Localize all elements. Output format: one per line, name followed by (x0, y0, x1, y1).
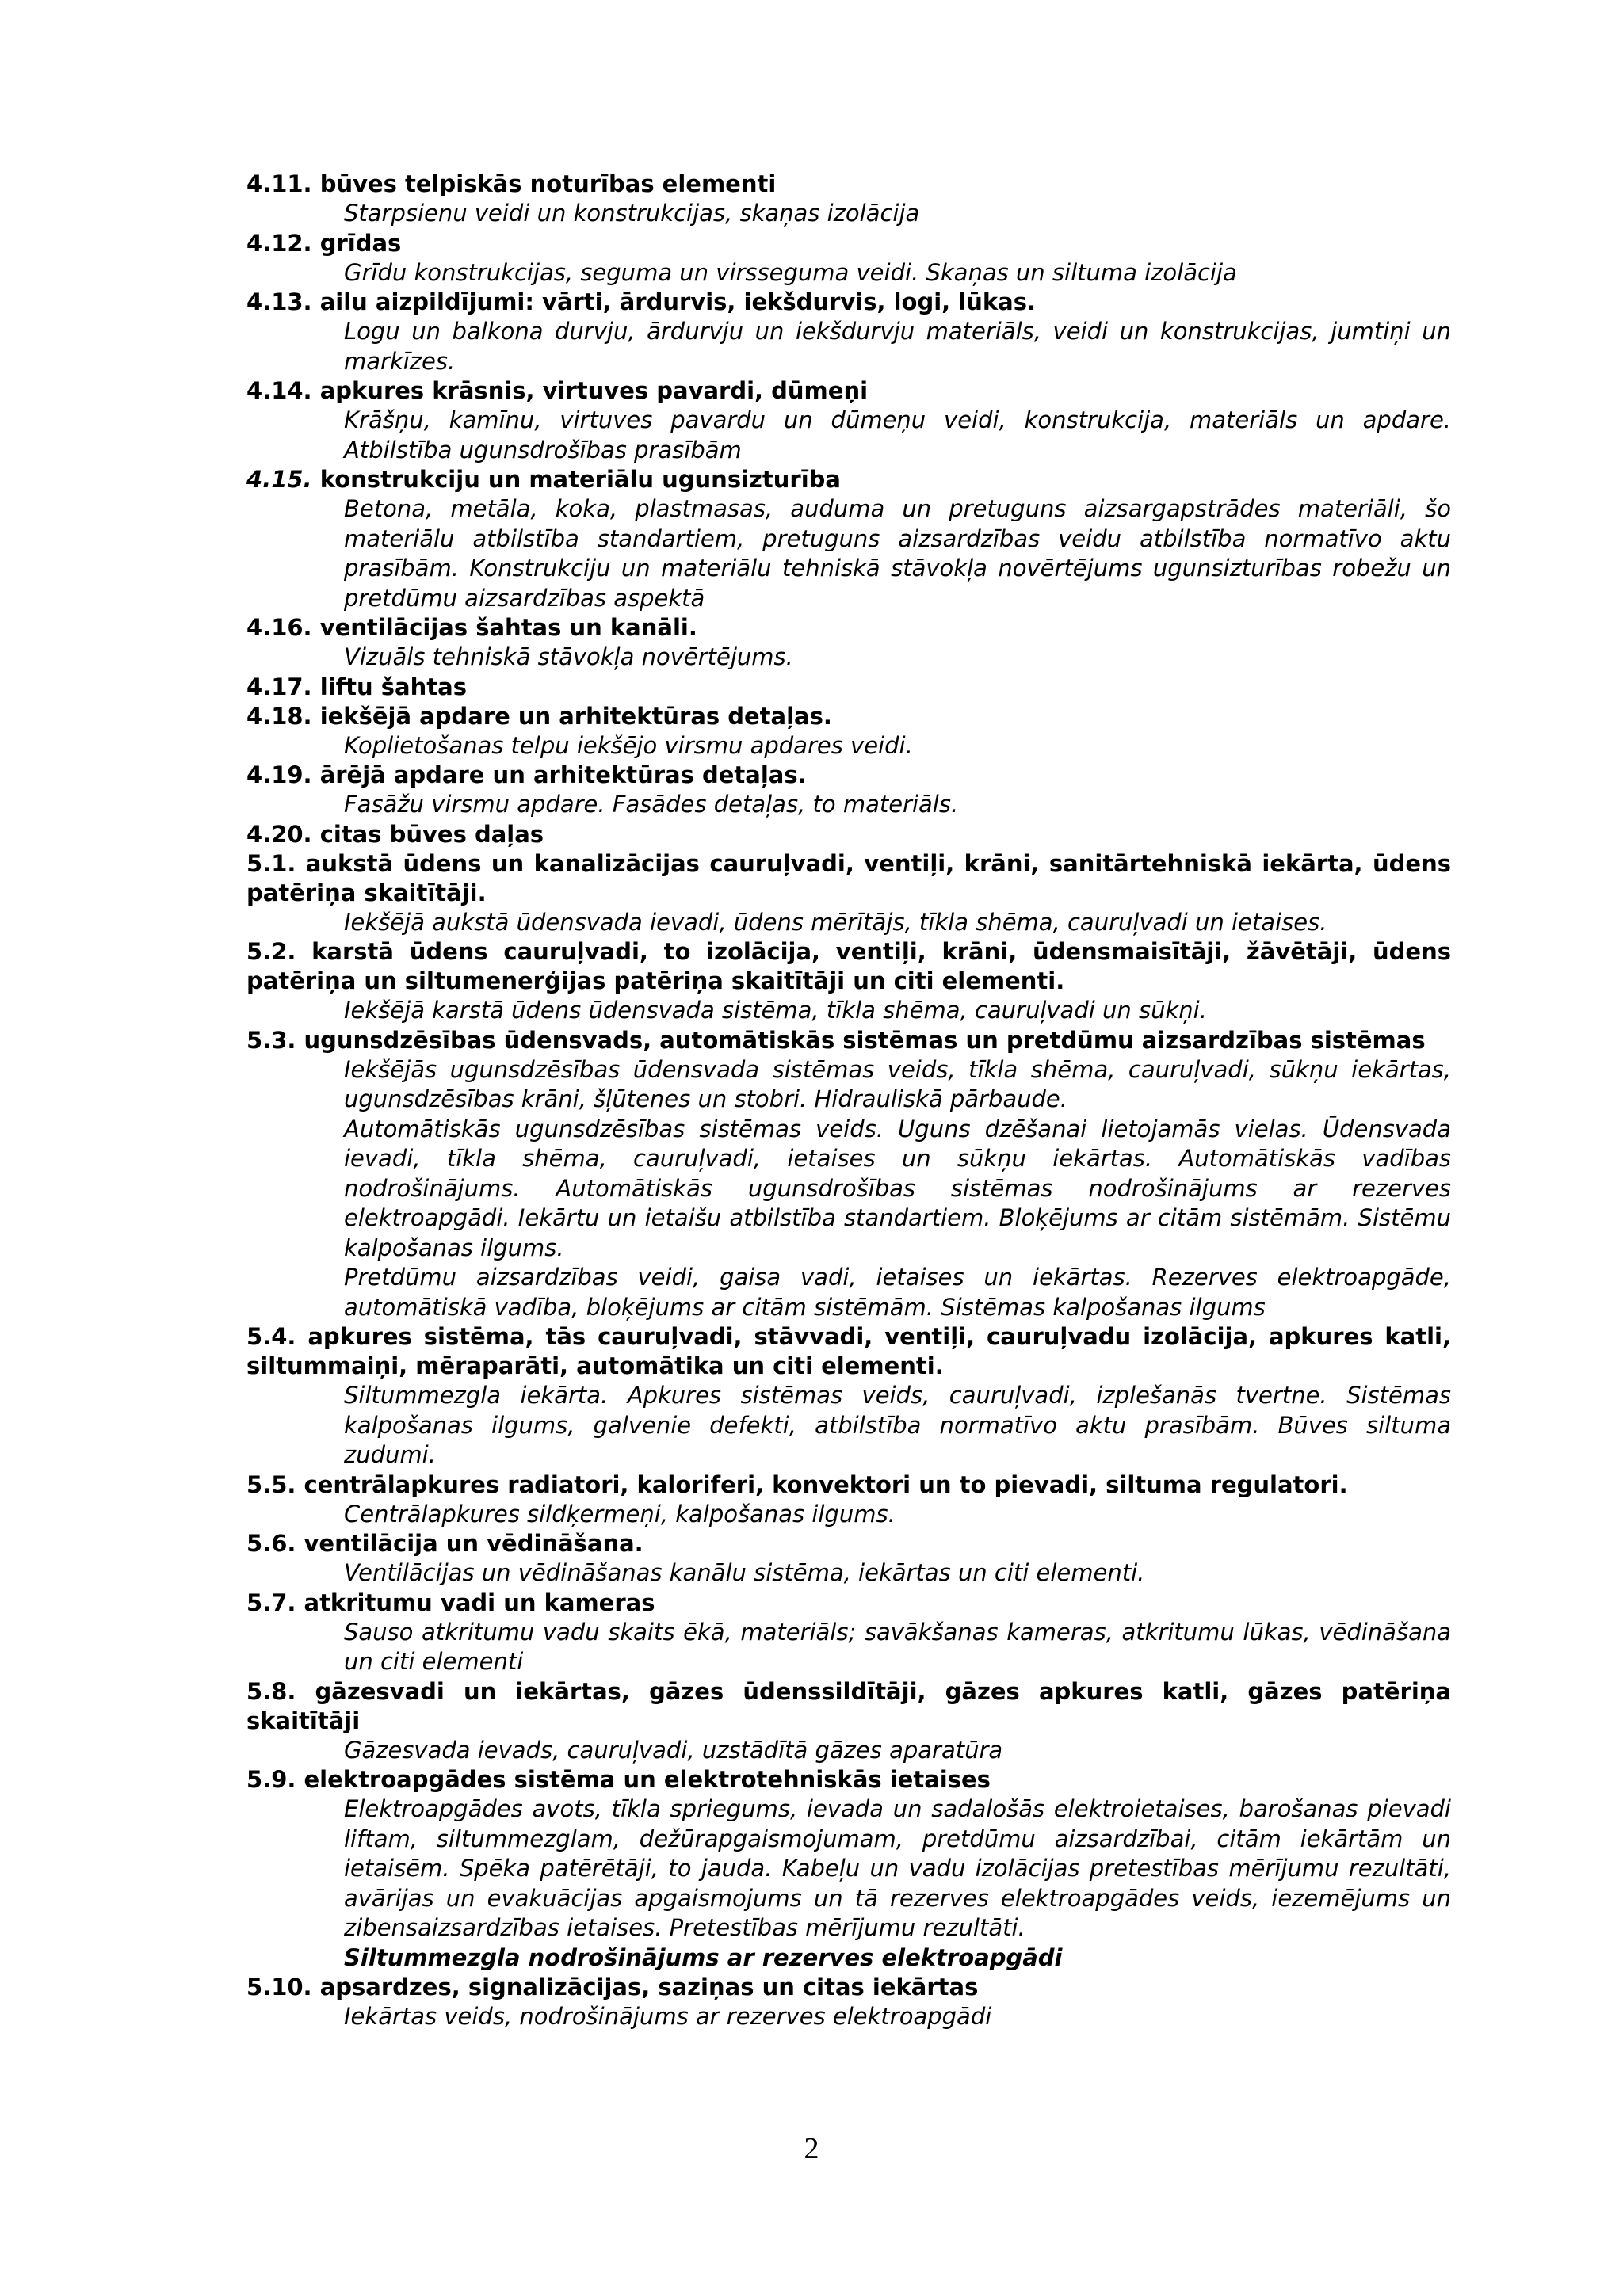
entry-title: ailu aizpildījumi: vārti, ārdurvis, iekšdurvis, logi, lūkas. (319, 288, 1037, 315)
entry-heading (246, 288, 1451, 317)
entry-heading (246, 613, 1451, 643)
page-number: 2 (804, 2132, 819, 2165)
entry-heading (246, 465, 1451, 494)
entry-description: Grīdu konstrukcijas, seguma un virsseguma veidi. Skaņas un siltuma izolācija (344, 258, 1237, 286)
entry-description: Centrālapkures sildķermeņi, kalpošanas ilgums. (344, 1500, 896, 1527)
entry-number: 4.12. (246, 229, 312, 257)
entry-5-9 (246, 1765, 1451, 1973)
entry-description: Starpsienu veidi un konstrukcijas, skaņas izolācija (344, 200, 920, 227)
entry-number: 5.8. (246, 1677, 296, 1705)
entry-heading (246, 1470, 1451, 1500)
entry-title: aukstā ūdens un kanalizācijas cauruļvadi, ventiļi, krāni, sanitārtehniskā iekārta, ūdens patēriņa skaitītāji. (246, 849, 1451, 906)
entry-5-2 (246, 937, 1451, 1026)
entry-5-1 (246, 849, 1451, 938)
entry-4-17 (246, 673, 1451, 702)
entry-title: karstā ūdens cauruļvadi, to izolācija, ventiļi, krāni, ūdensmaisītāji, žāvētāji, ūdens patēriņa un siltumenerģijas patēriņa skaitītāji un citi elementi. (246, 938, 1451, 994)
entry-title: atkritumu vadi un kameras (304, 1589, 655, 1616)
entry-4-13 (246, 288, 1451, 376)
entry-title: ventilācijas šahtas un kanāli. (319, 614, 697, 641)
entry-title: apsardzes, signalizācijas, saziņas un citas iekārtas (319, 1974, 979, 2000)
entry-title: ventilācija un vēdināšana. (304, 1530, 643, 1557)
entry-number: 4.20. (246, 820, 312, 848)
entry-4-16 (246, 613, 1451, 673)
entry-title: iekšējā apdare un arhitektūras detaļas. (319, 702, 832, 730)
entry-4-12 (246, 229, 1451, 288)
entry-5-7 (246, 1589, 1451, 1677)
entry-number: 4.14. (246, 377, 312, 404)
entry-description: Vizuāls tehniskā stāvokļa novērtējums. (344, 643, 793, 670)
entry-title: būves telpiskās noturības elementi (319, 170, 777, 197)
entry-title: konstrukciju un materiālu ugunsizturība (319, 466, 841, 493)
entry-number: 4.11. (246, 170, 312, 197)
entry-heading (246, 820, 1451, 849)
entry-description: Siltummezgla iekārta. Apkures sistēmas veids, cauruļvadi, izplešanās tvertne. Sistēmas kalpošanas ilgums, galvenie defekti, atbilstība normatīvo aktu prasībām. Būves siltuma zudumi. (344, 1382, 1451, 1468)
entry-title: ārējā apdare un arhitektūras detaļas. (319, 761, 807, 788)
entry-heading (246, 1026, 1451, 1055)
entry-4-11 (246, 170, 1451, 229)
entry-title: citas būves daļas (319, 820, 544, 848)
entry-number: 5.10. (246, 1974, 312, 2000)
entry-description: Sauso atkritumu vadu skaits ēkā, materiāls; savākšanas kameras, atkritumu lūkas, vēdināšana un citi elementi (344, 1618, 1451, 1675)
entry-4-20 (246, 820, 1451, 849)
entry-title: centrālapkures radiatori, kaloriferi, konvektori un to pievadi, siltuma regulatori. (304, 1470, 1348, 1498)
entry-5-4 (246, 1322, 1451, 1470)
entry-5-8 (246, 1677, 1451, 1766)
entry-description: Gāzesvada ievads, cauruļvadi, uzstādītā gāzes aparatūra (344, 1736, 1003, 1764)
entry-number: 5.1. (246, 849, 296, 877)
entry-description: Logu un balkona durvju, ārdurvju un iekšdurvju materiāls, veidi un konstrukcijas, jumtiņi un markīzes. (344, 318, 1451, 375)
entry-title: grīdas (319, 229, 402, 257)
entry-description: Iekārtas veids, nodrošinājums ar rezerves elektroapgādi (344, 2003, 992, 2030)
entry-number: 5.2. (246, 938, 296, 965)
entry-heading (246, 1973, 1451, 2002)
entry-number: 5.6. (246, 1530, 296, 1557)
entry-description: Iekšējā karstā ūdens ūdensvada sistēma, tīkla shēma, cauruļvadi un sūkņi. (344, 997, 1207, 1024)
entry-heading (246, 937, 1451, 996)
entry-heading (246, 1677, 1451, 1736)
entry-description: Ventilācijas un vēdināšanas kanālu sistēma, iekārtas un citi elementi. (344, 1559, 1145, 1586)
entry-number: 5.5. (246, 1470, 296, 1498)
entry-list (246, 170, 1451, 2032)
entry-title: gāzesvadi un iekārtas, gāzes ūdenssildītāji, gāzes apkures katli, gāzes patēriņa skaitītāji (246, 1677, 1451, 1734)
entry-number: 4.17. (246, 673, 312, 700)
entry-description: Pretdūmu aizsardzības veidi, gaisa vadi, ietaises un iekārtas. Rezerves elektroapgāde, automātiskā vadība, bloķējums ar citām sistēmām. Sistēmas kalpošanas ilgums (344, 1264, 1451, 1321)
entry-4-18 (246, 702, 1451, 761)
entry-number: 5.7. (246, 1589, 296, 1616)
entry-title: ugunsdzēsības ūdensvads, automātiskās sistēmas un pretdūmu aizsardzības sistēmas (304, 1026, 1426, 1054)
entry-5-3 (246, 1026, 1451, 1323)
entry-number: 4.13. (246, 288, 312, 315)
entry-4-14 (246, 376, 1451, 465)
entry-5-6 (246, 1529, 1451, 1589)
entry-5-5 (246, 1470, 1451, 1530)
entry-heading (246, 702, 1451, 731)
entry-number: 5.4. (246, 1323, 296, 1350)
entry-number: 4.15. (246, 466, 312, 493)
entry-description: Krāšņu, kamīnu, virtuves pavardu un dūmeņu veidi, konstrukcija, materiāls un apdare. Atbilstība ugunsdrošības prasībām (344, 406, 1451, 463)
entry-description: Automātiskās ugunsdzēsības sistēmas veids. Uguns dzēšanai lietojamās vielas. Ūdensvada ievadi, tīkla shēma, cauruļvadi, ietaises un sūkņu iekārtas. Automātiskās vadības nodrošinājums. Automātiskās ugunsdrošības sistēmas nodrošinājums ar rezerves elektroapgādi. Iekārtu un ietaišu atbilstība standartiem. Bloķējums ar citām sistēmām. Sistēmu kalpošanas ilgums. (344, 1115, 1451, 1261)
entry-5-10 (246, 1973, 1451, 2032)
entry-title: elektroapgādes sistēma un elektrotehniskās ietaises (304, 1766, 991, 1793)
entry-description-bold: Siltummezgla nodrošinājums ar rezerves elektroapgādi (344, 1943, 1063, 1971)
entry-number: 4.18. (246, 702, 312, 730)
entry-title: apkures krāsnis, virtuves pavardi, dūmeņi (319, 377, 869, 404)
entry-heading (246, 229, 1451, 258)
entry-title: apkures sistēma, tās cauruļvadi, stāvvadi, ventiļi, cauruļvadu izolācija, apkures katli, siltummaiņi, mēraparāti, automātika un citi elementi. (246, 1323, 1451, 1379)
entry-number: 4.16. (246, 614, 312, 641)
entry-heading (246, 1529, 1451, 1558)
entry-heading (246, 1765, 1451, 1794)
entry-heading (246, 170, 1451, 199)
entry-heading (246, 1589, 1451, 1618)
entry-description: Fasāžu virsmu apdare. Fasādes detaļas, to materiāls. (344, 791, 959, 818)
entry-number: 4.19. (246, 761, 312, 788)
entry-heading (246, 761, 1451, 790)
entry-4-15 (246, 465, 1451, 613)
entry-heading (246, 673, 1451, 702)
entry-description: Koplietošanas telpu iekšējo virsmu apdares veidi. (344, 731, 913, 759)
entry-description: Iekšējās ugunsdzēsības ūdensvada sistēmas veids, tīkla shēma, cauruļvadi, sūkņu iekārtas, ugunsdzēsības krāni, šļūtenes un stobri. Hidrauliskā pārbaude. (344, 1055, 1451, 1112)
entry-heading (246, 849, 1451, 908)
entry-heading (246, 1322, 1451, 1381)
entry-heading (246, 376, 1451, 406)
entry-number: 5.3. (246, 1026, 296, 1054)
entry-4-19 (246, 761, 1451, 820)
entry-description: Iekšējā aukstā ūdensvada ievadi, ūdens mērītājs, tīkla shēma, cauruļvadi un ietaises. (344, 908, 1327, 936)
entry-title: liftu šahtas (319, 673, 467, 700)
entry-number: 5.9. (246, 1766, 296, 1793)
entry-description: Betona, metāla, koka, plastmasas, auduma un pretuguns aizsargapstrādes materiāli, šo materiālu atbilstība standartiem, pretuguns aizsardzības veidu atbilstība normatīvo aktu prasībām. Konstrukciju un materiālu tehniskā stāvokļa novērtējums ugunsizturības robežu un pretdūmu aizsardzības aspektā (344, 495, 1451, 612)
entry-description: Elektroapgādes avots, tīkla spriegums, ievada un sadalošās elektroietaises, barošanas pievadi liftam, siltummezglam, dežūrapgaismojumam, pretdūmu aizsardzībai, citām iekārtām un ietaisēm. Spēka patērētāji, to jauda. Kabeļu un vadu izolācijas pretestības mērījumu rezultāti, avārijas un evakuācijas apgaismojums un tā rezerves elektroapgādes veids, iezemējums un zibensaizsardzības ietaises. Pretestības mērījumu rezultāti. (344, 1795, 1451, 1941)
